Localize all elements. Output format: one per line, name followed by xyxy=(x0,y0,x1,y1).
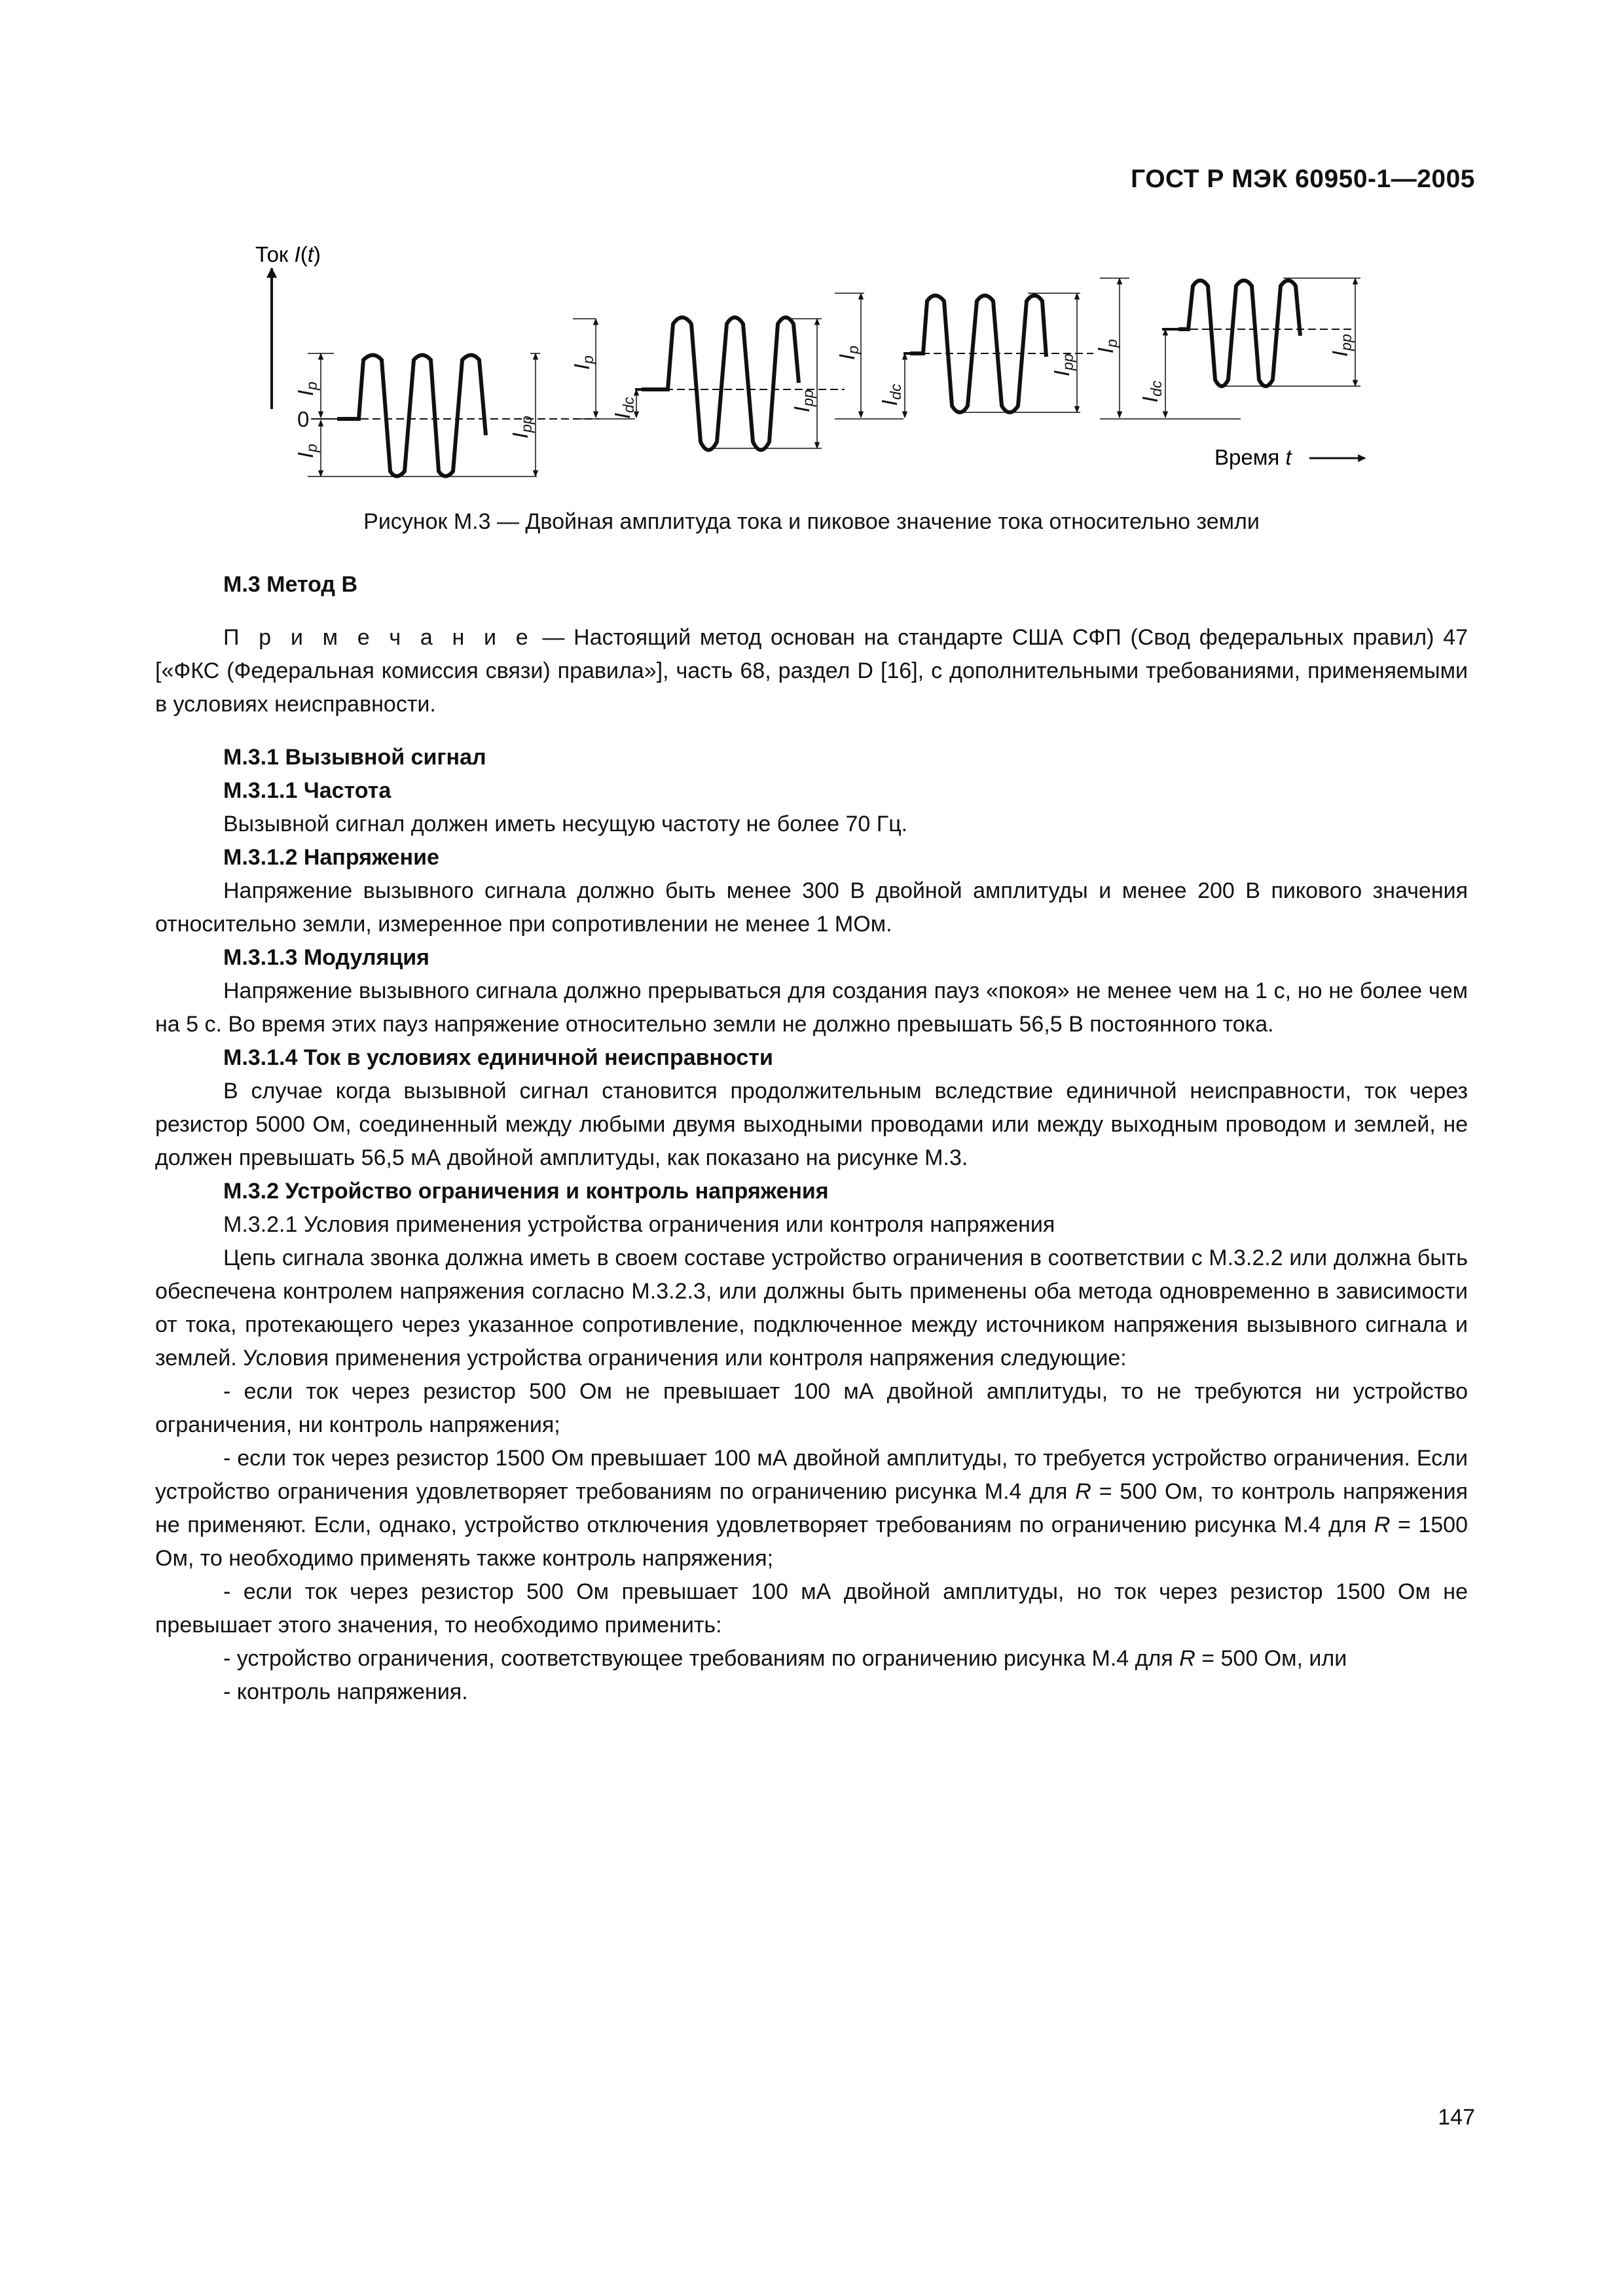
section-m313-text: Напряжение вызывного сигнала должно прерываться для создания пауз «покоя» не менее чем на 1 с, но не более чем на 5 с. Во время этих пауз напряжение относительно земли не должно превышать 56,5 В постоянного тока. xyxy=(155,978,1468,1037)
svg-text:Ipp: Ipp xyxy=(508,416,535,439)
current-waveform-figure xyxy=(242,232,1395,491)
zero-label: 0 xyxy=(297,407,310,431)
waveform-panel-2 xyxy=(570,317,845,450)
note-paragraph xyxy=(155,621,1468,721)
waveform-panel-1 xyxy=(293,353,599,476)
list-item-4-part-a: - устройство ограничения, соответствующее требованиям по ограничению рисунка М.4 для xyxy=(223,1646,1180,1671)
variable-r: R xyxy=(1374,1513,1391,1537)
x-axis-label: Время t xyxy=(1214,445,1292,469)
list-item-1: - если ток через резистор 500 Ом не превышает 100 мА двойной амплитуды, то не требуются ни устройство ограничения, ни контроль напряжения; xyxy=(155,1379,1468,1437)
list-item-2-part-b: = 500 Ом, то контроль напряжения не применяют. Если, однако, устройство отключения удовлетворяет требованиям по ограничению рисунка М.4 для xyxy=(155,1479,1468,1537)
svg-text:Ip: Ip xyxy=(835,346,862,360)
svg-text:Ipp: Ipp xyxy=(1049,353,1076,376)
svg-text:Ipp: Ipp xyxy=(790,389,816,412)
list-item-4-part-b: = 500 Ом, или xyxy=(1195,1646,1347,1671)
y-axis-label: Ток I(t) xyxy=(255,242,321,266)
section-m3-title: М.3 Метод В xyxy=(223,572,358,597)
svg-text:Ipp: Ipp xyxy=(1328,334,1355,357)
list-item-2-part-a: - если ток через резистор 1500 Ом превышает 100 мА двойной амплитуды, то требуется устройство ограничения. Если устройство ограничения удовлетворяет требованиям по ограничению рисунка М.4 для xyxy=(155,1446,1468,1504)
svg-text:Ip: Ip xyxy=(293,444,320,458)
x-axis xyxy=(1214,445,1365,469)
section-m314-title: М.3.1.4 Ток в условиях единичной неисправности xyxy=(223,1045,773,1070)
section-m32-title: М.3.2 Устройство ограничения и контроль напряжения xyxy=(223,1179,829,1204)
document-code-header: ГОСТ Р МЭК 60950-1—2005 xyxy=(1131,165,1475,193)
section-m321-paragraph: Цепь сигнала звонка должна иметь в своем составе устройство ограничения в соответствии с М.3.2.2 или должна быть обеспечена контролем напряжения согласно М.3.2.3, или должны быть применены оба метода одновременно в зависимости от тока, протекающего через указанное сопротивление, подключенное между источником напряжения вызывного сигнала и землей. Условия применения устройства ограничения или контроля напряжения следующие: xyxy=(155,1246,1468,1371)
note-prefix: П р и м е ч а н и е xyxy=(223,625,534,650)
list-item-2-part-c: = 1500 Ом, то необходимо применять также контроль напряжения; xyxy=(155,1513,1468,1571)
svg-text:Idc: Idc xyxy=(610,397,637,419)
section-m311-text: Вызывной сигнал должен иметь несущую частоту не более 70 Гц. xyxy=(223,812,908,836)
section-m311-title: М.3.1.1 Частота xyxy=(223,778,392,803)
variable-r: R xyxy=(1075,1479,1091,1504)
variable-r: R xyxy=(1179,1646,1195,1671)
svg-text:Ip: Ip xyxy=(293,382,320,396)
section-m312-text: Напряжение вызывного сигнала должно быть менее 300 В двойной амплитуды и менее 200 В пикового значения относительно земли, измеренное при сопротивлении не менее 1 МОм. xyxy=(155,878,1468,937)
waveform-panel-3 xyxy=(835,293,1093,419)
section-m321-heading: М.3.2.1 Условия применения устройства ограничения или контроля напряжения xyxy=(223,1212,1055,1237)
section-m312-title: М.3.1.2 Напряжение xyxy=(223,845,439,870)
list-item-4 xyxy=(155,1642,1468,1676)
section-m31-title: М.3.1 Вызывной сигнал xyxy=(223,745,486,770)
section-m314-text: В случае когда вызывной сигнал становится продолжительным вследствие единичной неисправности, ток через резистор 5000 Ом, соединенный между любыми двумя выходными проводами или между выходным проводом и землей, не должен превышать 56,5 мА двойной амплитуды, как показано на рисунке М.3. xyxy=(155,1079,1468,1170)
list-item-2 xyxy=(155,1442,1468,1575)
svg-text:Ip: Ip xyxy=(1093,339,1120,353)
svg-text:Ip: Ip xyxy=(570,355,596,370)
list-item-3: - если ток через резистор 500 Ом превышает 100 мА двойной амплитуды, но ток через резистор 1500 Ом не превышает этого значения, то необходимо применить: xyxy=(155,1579,1468,1638)
page-number: 147 xyxy=(1438,2105,1475,2130)
svg-text:Idc: Idc xyxy=(1138,380,1165,403)
note-text: — Настоящий метод основан на стандарте США СФП (Свод федеральных правил) 47 [«ФКС (Федеральная комиссия связи) правила»], часть 68, раздел D [16], с дополнительными требованиями, применяемыми в условиях неисправности. xyxy=(155,625,1468,717)
svg-text:Idc: Idc xyxy=(877,384,904,406)
section-m313-title: М.3.1.3 Модуляция xyxy=(223,945,430,970)
document-body xyxy=(155,568,1468,1709)
list-item-5: - контроль напряжения. xyxy=(223,1679,468,1704)
waveform-panel-4 xyxy=(1093,278,1360,419)
figure-caption: Рисунок М.3 — Двойная амплитуда тока и пиковое значение тока относительно земли xyxy=(363,509,1260,534)
